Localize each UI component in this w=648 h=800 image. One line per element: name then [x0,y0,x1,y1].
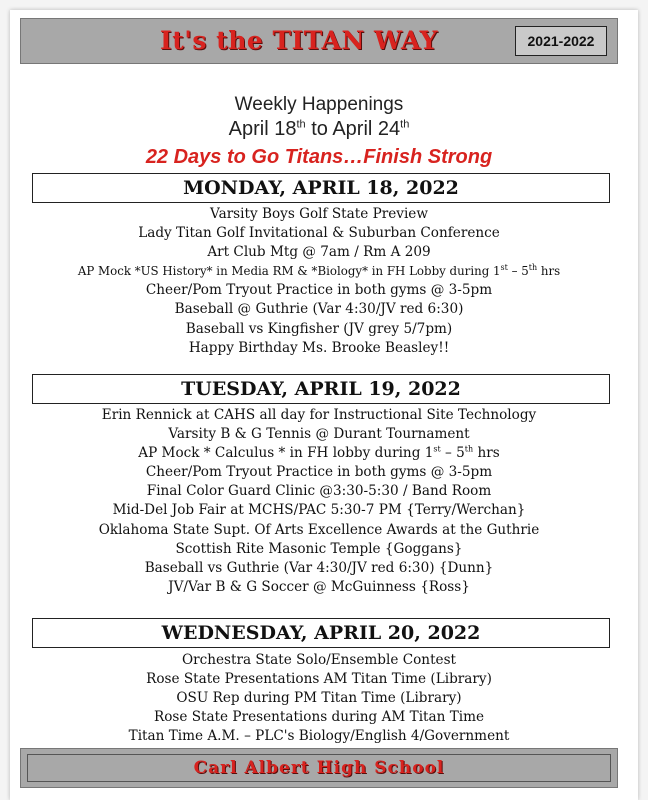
event-item: Varsity Boys Golf State Preview [210,206,428,222]
event-item: Rose State Presentations during AM Titan Time [153,709,485,726]
date-range: April 18th to April 24th [228,118,410,140]
event-item: Mid-Del Job Fair at MCHS/PAC 5:30-7 PM {Terry/Werchan} [112,502,526,519]
tuesday-heading: TUESDAY, APRIL 19, 2022 [32,374,610,404]
tuesday-events [20,406,618,597]
event-item: Baseball vs Kingfisher (JV grey 5/7pm) [185,320,453,337]
event-item: Baseball @ Guthrie (Var 4:30/JV red 6:30) [174,301,464,318]
event-item: OSU Rep during PM Titan Time (Library) [176,690,462,707]
weekly-heading: Weekly Happenings [234,94,404,115]
school-name: Carl Albert High School [27,754,611,782]
footer-banner [20,748,618,788]
event-item: Cheer/Pom Tryout Practice in both gyms @ 3-5pm [145,464,493,481]
event-item: Happy Birthday Ms. Brooke Beasley!! [188,339,450,356]
event-item: JV/Var B & G Soccer @ McGuinness {Ross} [168,578,470,595]
header-banner [20,18,618,64]
event-item: Erin Rennick at CAHS all day for Instructional Site Technology [101,407,537,423]
wednesday-events [20,651,618,746]
wednesday-heading: WEDNESDAY, APRIL 20, 2022 [32,618,610,648]
event-item: Rose State Presentations AM Titan Time (Library) [146,671,492,688]
event-item-ap-mock: AP Mock *US History* in Media RM & *Biology* in FH Lobby during 1st – 5th hrs [77,263,561,279]
event-item: Scottish Rite Masonic Temple {Goggans} [175,540,463,557]
event-item: Cheer/Pom Tryout Practice in both gyms @ 3-5pm [145,282,493,299]
event-item: Varsity B & G Tennis @ Durant Tournament [168,426,470,443]
school-year-badge: 2021-2022 [515,26,607,56]
countdown-banner: 22 Days to Go Titans…Finish Strong [145,146,493,168]
event-item: Art Club Mtg @ 7am / Rm A 209 [207,244,431,261]
monday-events [20,205,618,358]
header-title: It's the TITAN WAY [160,26,438,55]
event-item: Oklahoma State Supt. Of Arts Excellence Awards at the Guthrie [98,521,540,538]
event-item: Titan Time A.M. – PLC's Biology/English 4/Government [128,728,510,745]
monday-heading: MONDAY, APRIL 18, 2022 [32,173,610,203]
event-item: Baseball vs Guthrie (Var 4:30/JV red 6:30) {Dunn} [144,559,494,576]
event-item: Lady Titan Golf Invitational & Suburban Conference [138,225,500,242]
event-item-ap-mock: AP Mock * Calculus * in FH lobby during 1st – 5th hrs [138,444,500,462]
event-item: Final Color Guard Clinic @3:30-5:30 / Band Room [146,483,492,500]
event-item: Orchestra State Solo/Ensemble Contest [181,652,457,668]
